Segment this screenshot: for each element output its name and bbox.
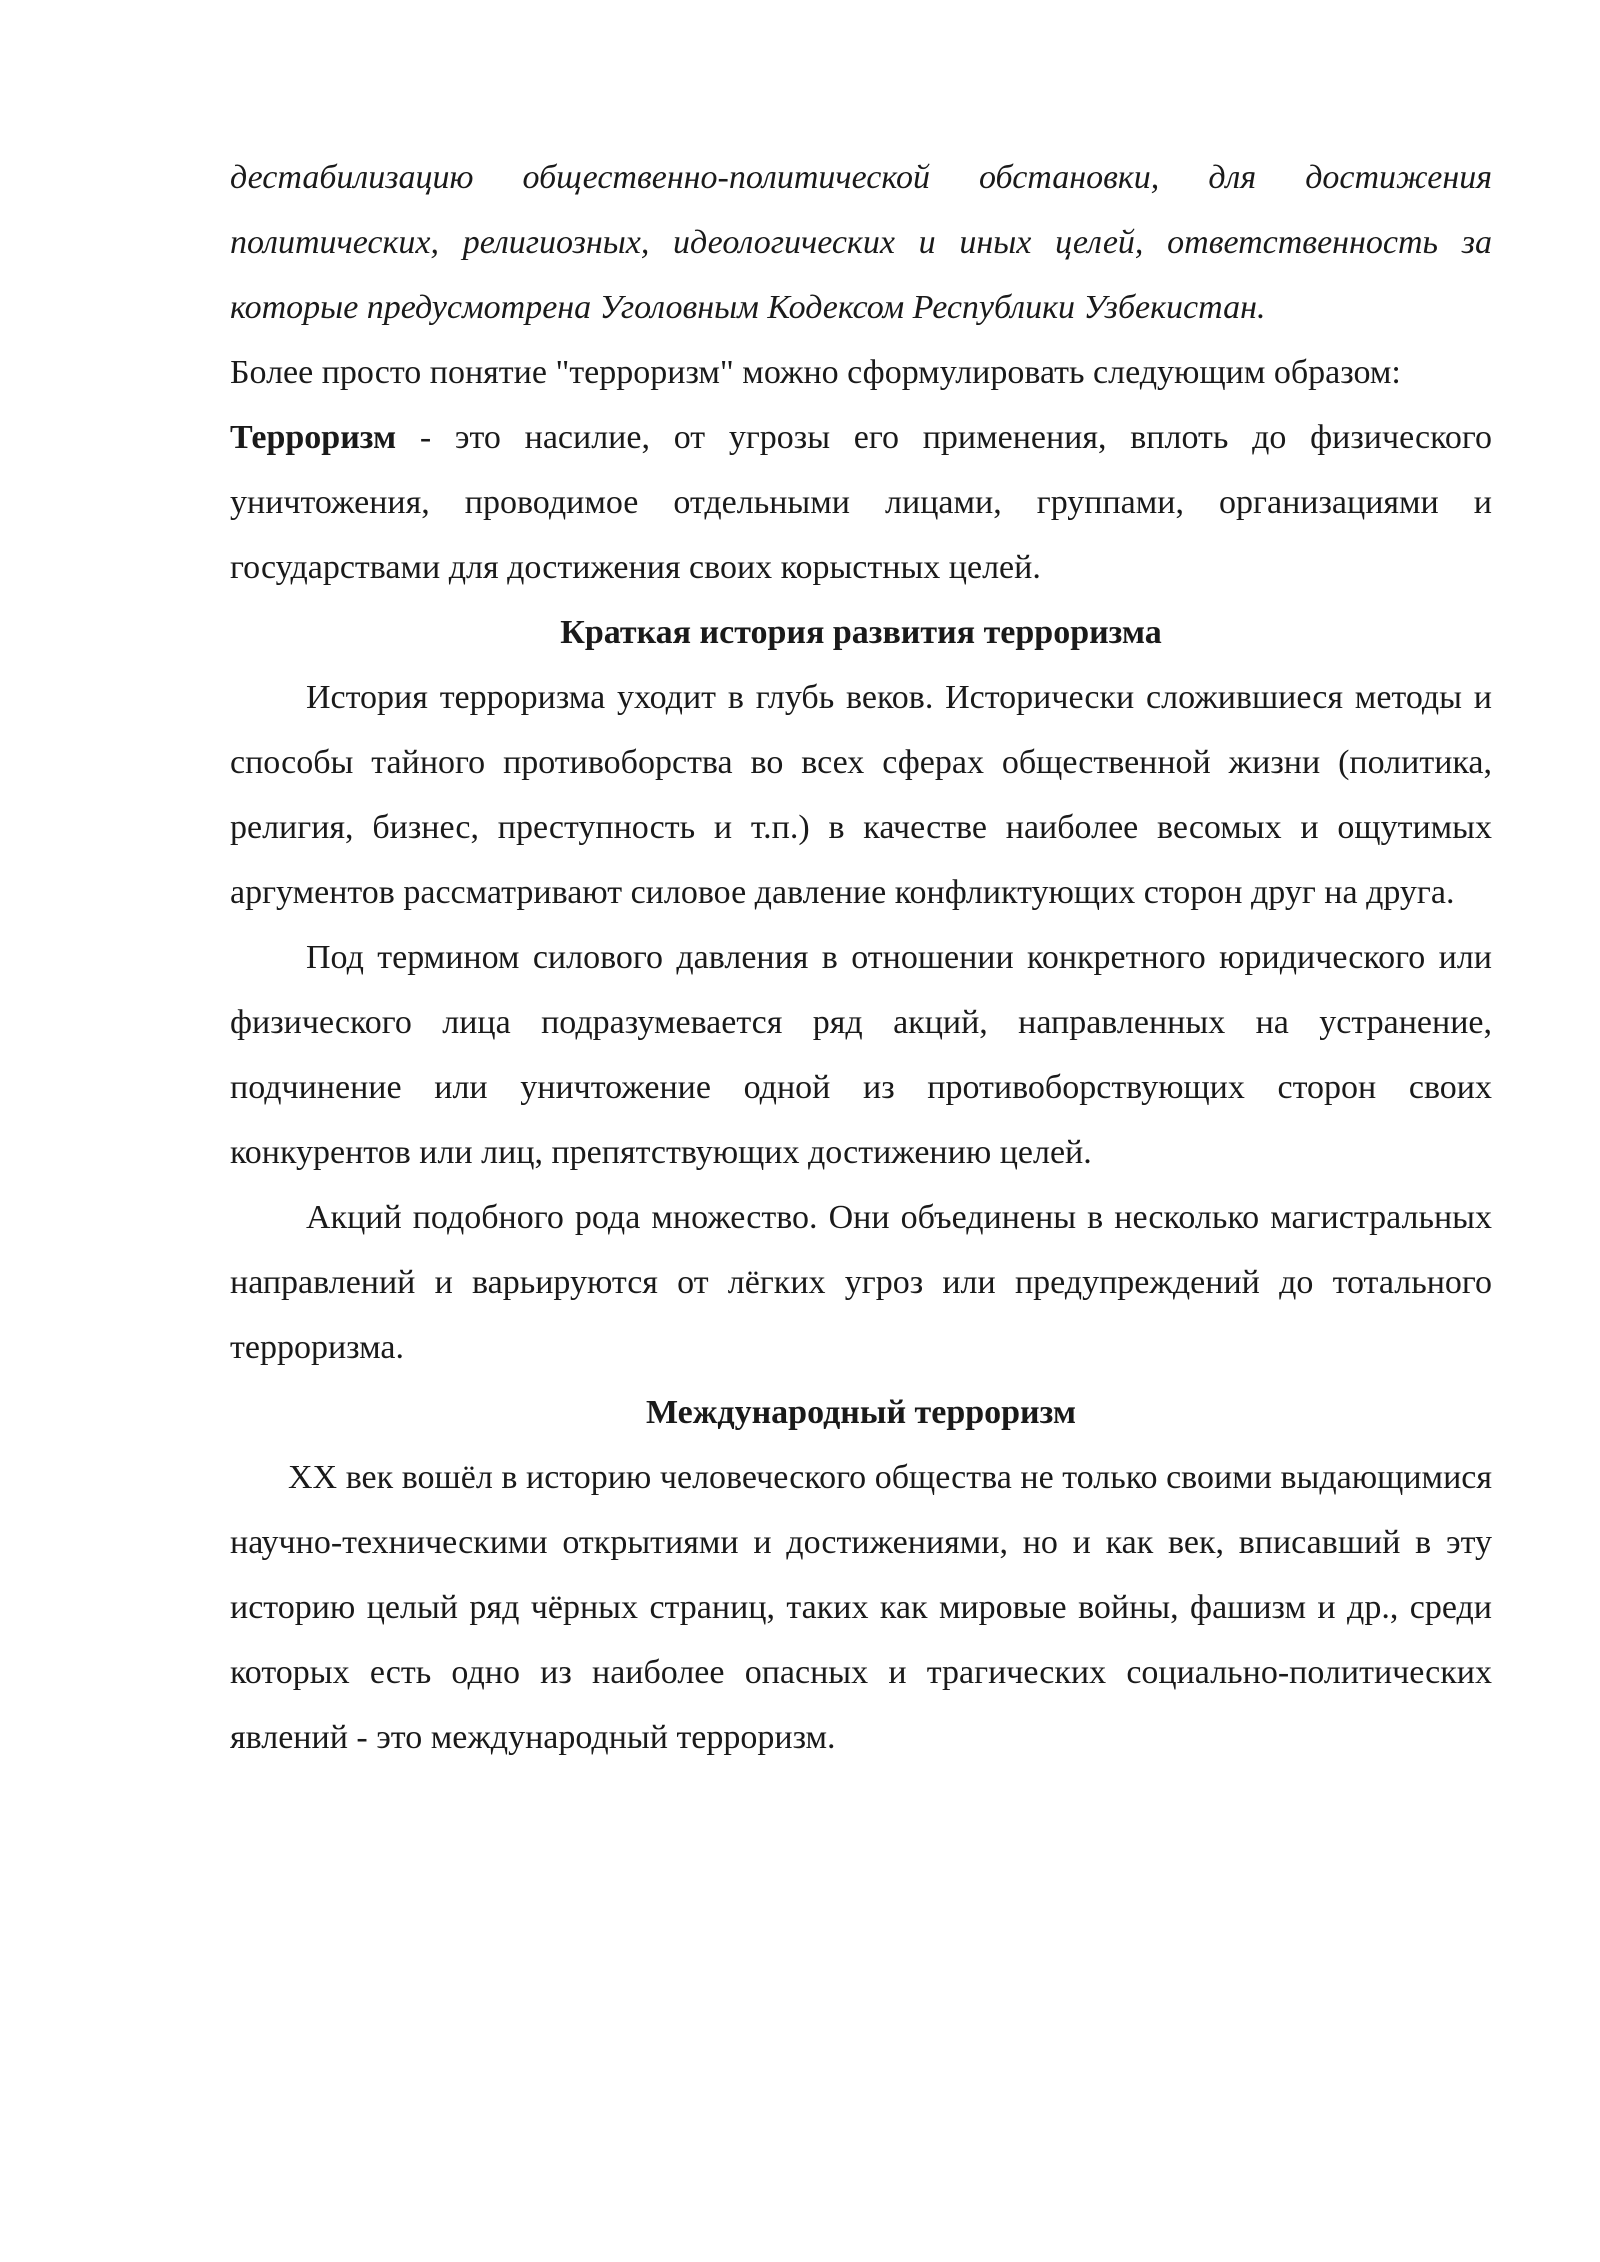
term-terrorism: Терроризм [230,419,397,456]
heading-international-terrorism: Международный терроризм [646,1394,1076,1431]
paragraph-terrorism-definition [230,405,1492,600]
paragraph-history-intro: История терроризма уходит в глубь веков. Исторически сложившиеся методы и способы тайного противоборства во всех сферах общественной жизни (политика, религия, бизнес, преступность и т.п.) в качестве наиболее весомых и ощутимых аргументов рассматривают силовое давление конфликтующих сторон друг на друга. [230,679,1492,911]
paragraph-simple-definition-intro: Более просто понятие "терроризм" можно сформулировать следующим образом: [230,354,1401,391]
paragraph-force-pressure: Под термином силового давления в отношении конкретного юридического или физического лица подразумевается ряд акций, направленных на устранение, подчинение или уничтожение одной из противоборствующих сторон своих конкурентов или лиц, препятствующих достижению целей. [230,939,1492,1171]
paragraph-twentieth-century: XX век вошёл в историю человеческого общества не только своими выдающимися научно-техническими открытиями и достижениями, но и как век, вписавший в эту историю целый ряд чёрных страниц, таких как мировые войны, фашизм и др., среди которых есть одно из наиболее опасных и трагических социально-политических явлений - это международный терроризм. [230,1459,1492,1756]
heading-brief-history: Краткая история развития терроризма [560,614,1162,651]
document-page [230,145,1492,1770]
definition-text: - это насилие, от угрозы его применения, вплоть до физического уничтожения, проводимое отдельными лицами, группами, организациями и государствами для достижения своих корыстных целей. [230,419,1492,586]
paragraph-actions: Акций подобного рода множество. Они объединены в несколько магистральных направлений и варьируются от лёгких угроз или предупреждений до тотального терроризма. [230,1199,1492,1366]
paragraph-definition-continuation: дестабилизацию общественно-политической обстановки, для достижения политических, религиозных, идеологических и иных целей, ответственность за которые предусмотрена Уголовным Кодексом Республики Узбекистан. [230,159,1492,326]
